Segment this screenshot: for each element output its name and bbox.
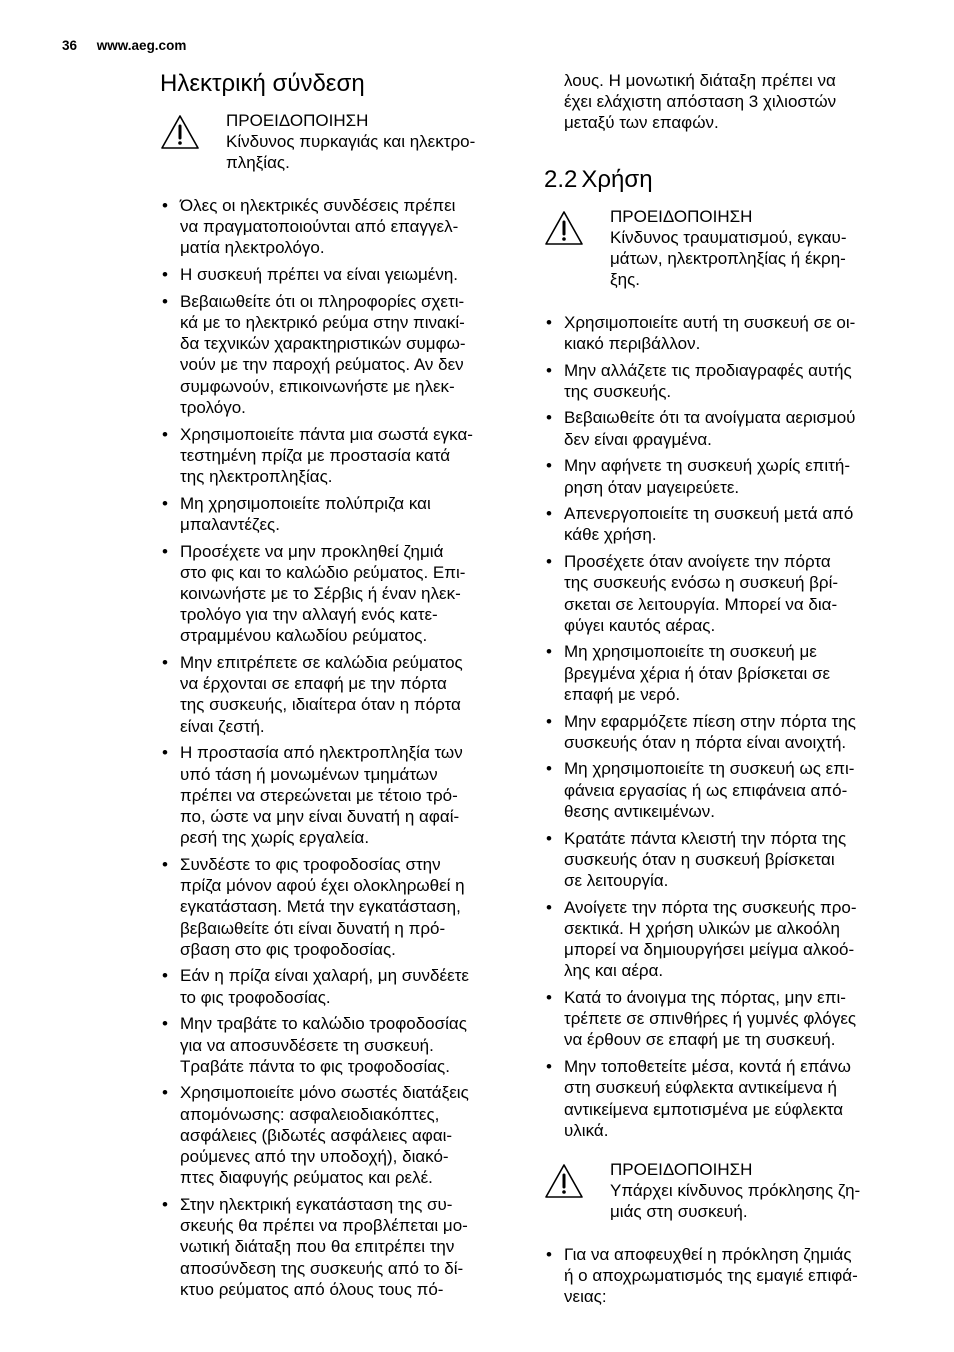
page-header <box>62 38 186 53</box>
warning-text: Υπάρχει κίνδυνος πρόκλησης ζη- μιάς στη συσκευή. <box>610 1180 861 1221</box>
list-item: • Μην επιτρέπετε σε καλώδια ρεύματος να έρχονται σε επαφή με την πόρτα της συσκευής, ιδιαίτερα όταν η πόρτα είναι ζεστή. <box>160 652 520 737</box>
warning-label: ΠΡΟΕΙΔΟΠΟΙΗΣΗ <box>610 1159 753 1179</box>
electrical-list <box>160 195 520 1300</box>
damage-list <box>544 1244 904 1308</box>
usage-list <box>544 312 904 1141</box>
section-title-text: Χρήση <box>581 165 653 193</box>
list-item: • Βεβαιωθείτε ότι οι πληροφορίες σχετι- κά με το ηλεκτρικό ρεύμα στην πινακί- δα τεχνικών χαρακτηριστικών συμφω- νούν με την παροχή ρεύματος. Αν δεν συμφωνούν, επικοινωνήστε με ηλεκ- τρολόγο. <box>160 291 520 418</box>
warning-block <box>544 206 904 290</box>
list-item: • Μη χρησιμοποιείτε τη συσκευή με βρεγμένα χέρια ή όταν βρίσκεται σε επαφή με νερό. <box>544 641 904 705</box>
warning-text: Κίνδυνος πυρκαγιάς και ηλεκτρο- πληξίας. <box>226 132 476 172</box>
list-item: • Προσέχετε να μην προκληθεί ζημιά στο φις και το καλώδιο ρεύματος. Επι- κοινωνήστε με το Σέρβις ή έναν ηλεκ- τρολόγο για την αλλαγή ενός κατε- στραμμένου καλωδίου ρεύματος. <box>160 541 520 647</box>
list-item: • Συνδέστε το φις τροφοδοσίας στην πρίζα μόνον αφού έχει ολοκληρωθεί η εγκατάσταση. Μετά την εγκατάσταση, βεβαιωθείτε ότι είναι δυνατή η πρό- σβαση στο φις τροφοδοσίας. <box>160 854 520 960</box>
warning-block <box>160 110 520 173</box>
list-item: • Κατά το άνοιγμα της πόρτας, μην επι- τρέπετε σε σπινθήρες ή γυμνές φλόγες να έρθουν σε επαφή με τη συσκευή. <box>544 987 904 1051</box>
list-item: • Η συσκευή πρέπει να είναι γειωμένη. <box>160 264 520 285</box>
warning-triangle-icon <box>544 1163 584 1199</box>
warning-triangle-icon <box>160 114 200 150</box>
list-item: • Εάν η πρίζα είναι χαλαρή, μη συνδέετε το φις τροφοδοσίας. <box>160 965 520 1007</box>
left-column <box>160 68 520 1305</box>
list-item: • Όλες οι ηλεκτρικές συνδέσεις πρέπει να πραγματοποιούνται από επαγγελ- ματία ηλεκτρολόγο. <box>160 195 520 259</box>
list-item: • Για να αποφευχθεί η πρόκληση ζημιάς ή ο αποχρωματισμός της εμαγιέ επιφά- νειας: <box>544 1244 904 1308</box>
list-item: • Χρησιμοποιείτε αυτή τη συσκευή σε οι- κιακό περιβάλλον. <box>544 312 904 354</box>
list-item: • Μην εφαρμόζετε πίεση στην πόρτα της συσκευής όταν η πόρτα είναι ανοιχτή. <box>544 711 904 753</box>
page-number: 36 <box>62 38 78 53</box>
list-item: • Ανοίγετε την πόρτα της συσκευής προ- σεκτικά. Η χρήση υλικών με αλκοόλη μπορεί να δημιουργήσει μείγμα αλκοό- λης και αέρα. <box>544 897 904 982</box>
header-url: www.aeg.com <box>96 38 187 53</box>
list-item: • Μη χρησιμοποιείτε πολύπριζα και μπαλαντέζες. <box>160 493 520 535</box>
section-number: 2.2 <box>544 165 578 193</box>
right-column <box>544 68 904 1313</box>
warning-text: Κίνδυνος τραυματισμού, εγκαυ- μάτων, ηλεκτροπληξίας ή έκρη- ξης. <box>610 227 847 289</box>
list-item: • Στην ηλεκτρική εγκατάσταση της συ- σκευής θα πρέπει να προβλέπεται μο- νωτική διάταξη που θα επιτρέπει την αποσύνδεση της συσκευής από το δί- κτυο ρεύματος από όλους τους πό- <box>160 1194 520 1300</box>
list-item: • Μην αλλάζετε τις προδιαγραφές αυτής της συσκευής. <box>544 360 904 402</box>
list-item: • Μην αφήνετε τη συσκευή χωρίς επιτή- ρηση όταν μαγειρεύετε. <box>544 455 904 497</box>
warning-block <box>544 1159 904 1222</box>
list-item: • Μην τραβάτε το καλώδιο τροφοδοσίας για να αποσυνδέσετε τη συσκευή. Τραβάτε πάντα το φις τροφοδοσίας. <box>160 1013 520 1077</box>
warning-triangle-icon <box>544 210 584 246</box>
list-item: • Μην τοποθετείτε μέσα, κοντά ή επάνω στη συσκευή εύφλεκτα αντικείμενα ή αντικείμενα εμποτισμένα με εύφλεκτα υλικά. <box>544 1056 904 1141</box>
list-item: • Προσέχετε όταν ανοίγετε την πόρτα της συσκευής ενόσω η συσκευή βρί- σκεται σε λειτουργία. Μπορεί να δια- φύγει καυτός αέρας. <box>544 551 904 636</box>
continued-text: λους. Η μονωτική διάταξη πρέπει να έχει ελάχιστη απόσταση 3 χιλιοστών μεταξύ των επαφών. <box>564 71 837 133</box>
list-item: • Βεβαιωθείτε ότι τα ανοίγματα αερισμού δεν είναι φραγμένα. <box>544 407 904 449</box>
section-title-use <box>544 164 904 196</box>
list-item: • Κρατάτε πάντα κλειστή την πόρτα της συσκευής όταν η συσκευή βρίσκεται σε λειτουργία. <box>544 828 904 892</box>
list-item: • Χρησιμοποιείτε πάντα μια σωστά εγκα- τεστημένη πρίζα με προστασία κατά της ηλεκτροπληξίας. <box>160 424 520 488</box>
list-item: • Μη χρησιμοποιείτε τη συσκευή ως επι- φάνεια εργασίας ή ως επιφάνεια από- θεσης αντικειμένων. <box>544 758 904 822</box>
warning-label: ΠΡΟΕΙΔΟΠΟΙΗΣΗ <box>610 206 753 226</box>
list-item: • Απενεργοποιείτε τη συσκευή μετά από κάθε χρήση. <box>544 503 904 545</box>
warning-label: ΠΡΟΕΙΔΟΠΟΙΗΣΗ <box>226 111 369 130</box>
section-title-electrical: Ηλεκτρική σύνδεση <box>160 70 365 97</box>
list-item: • Χρησιμοποιείτε μόνο σωστές διατάξεις απομόνωσης: ασφαλειοδιακόπτες, ασφάλειες (βιδωτές ασφάλειες αφαι- ρούμενες από την υποδοχή), διακό- πτες διαφυγής ρεύματος και ρελέ. <box>160 1082 520 1188</box>
list-item: • Η προστασία από ηλεκτροπληξία των υπό τάση ή μονωμένων τμημάτων πρέπει να στερεώνεται με τέτοιο τρό- πο, ώστε να μην είναι δυνατή η αφαί- ρεσή της χωρίς εργαλεία. <box>160 742 520 848</box>
